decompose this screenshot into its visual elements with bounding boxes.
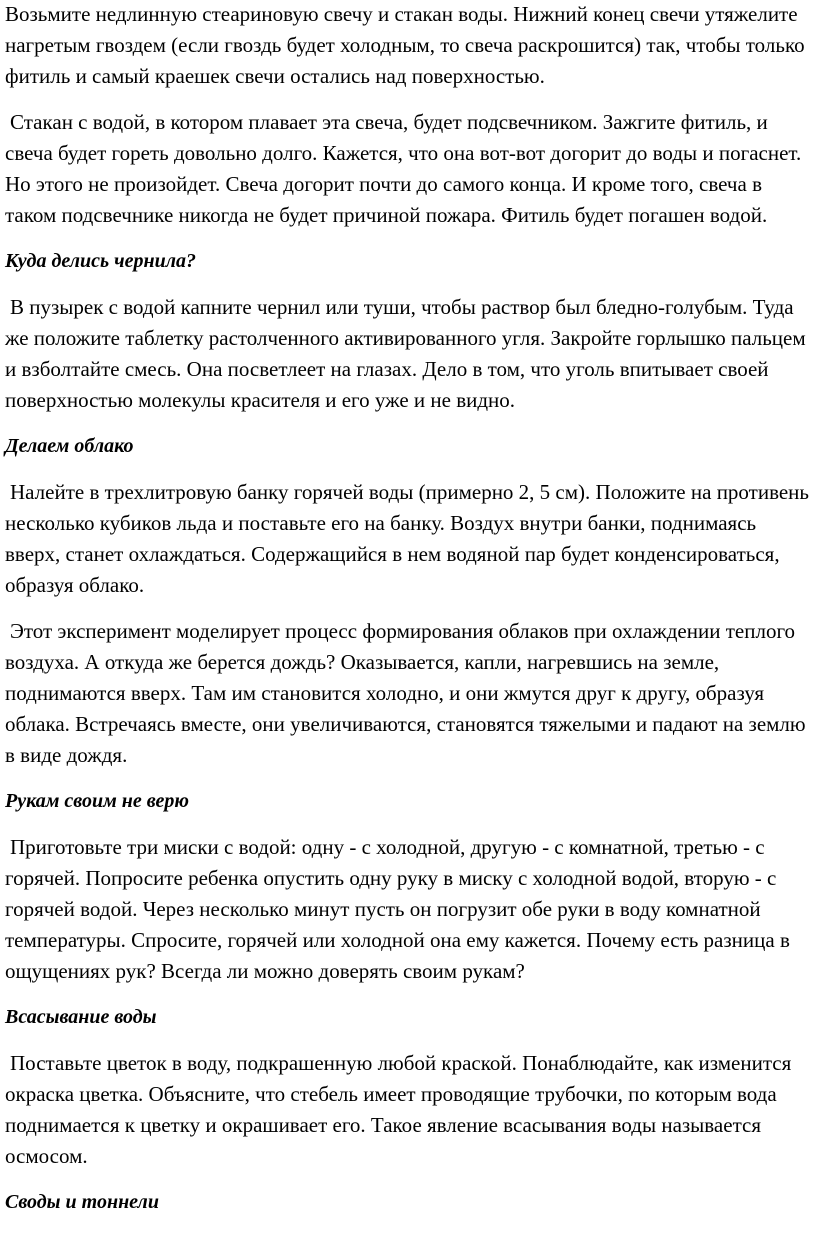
paragraph-text: Этот эксперимент моделирует процесс формирования облаков при охлаждении теплого воздуха. А откуда же берется дождь? Оказывается, капли, нагревшись на земле, поднимаются вверх. Там им становится холодно, и они жмутся друг к другу, образуя облака. Встречаясь вместе, они увеличиваются, становятся тяжелыми и падают на землю в виде дождя. (5, 619, 806, 767)
paragraph-text: Приготовьте три миски с водой: одну - с холодной, другую - с комнатной, третью - с горячей. Попросите ребенка опустить одну руку в миску с холодной водой, вторую - с горячей водой. Через несколько минут пусть он погрузит обе руки в воду комнатной температуры. Спросите, горячей или холодной она ему кажется. Почему есть разница в ощущениях рук? Всегда ли можно доверять своим рукам? (5, 835, 790, 983)
paragraph-text: Стакан с водой, в котором плавает эта свеча, будет подсвечником. Зажгите фитиль, и свеча будет гореть довольно долго. Кажется, что она вот-вот догорит до воды и погаснет. Но этого не произойдет. Свеча догорит почти до самого конца. И кроме того, свеча в таком подсвечнике никогда не будет причиной пожара. Фитиль будет погашен водой. (5, 110, 802, 227)
paragraph-water-absorption (5, 1048, 812, 1172)
paragraph-hands (5, 832, 812, 987)
paragraph-ink (5, 292, 812, 416)
paragraph-cloud-setup (5, 477, 812, 601)
heading-water-absorption: Всасывание воды (5, 1006, 157, 1028)
heading-arches-tunnels: Своды и тоннели (5, 1191, 159, 1213)
paragraph-text: Налейте в трехлитровую банку горячей воды (примерно 2, 5 см). Положите на противень несколько кубиков льда и поставьте его на банку. Воздух внутри банки, поднимаясь вверх, станет охлаждаться. Содержащийся в нем водяной пар будет конденсироваться, образуя облако. (5, 480, 809, 597)
heading-ink: Куда делись чернила? (5, 250, 197, 272)
paragraph-text: Поставьте цветок в воду, подкрашенную любой краской. Понаблюдайте, как изменится окраска цветка. Объясните, что стебель имеет проводящие трубочки, по которым вода поднимается к цветку и окрашивает его. Такое явление всасывания воды называется осмосом. (5, 1051, 792, 1168)
paragraph-candle-intro: Возьмите недлинную стеариновую свечу и стакан воды. Нижний конец свечи утяжелите нагретым гвоздем (если гвоздь будет холодным, то свеча раскрошится) так, чтобы только фитиль и самый краешек свечи остались над поверхностью. (5, 2, 805, 88)
paragraph-candle-holder (5, 107, 812, 231)
paragraph-text: В пузырек с водой капните чернил или туши, чтобы раствор был бледно-голубым. Туда же положите таблетку растолченного активированного угля. Закройте горлышко пальцем и взболтайте смесь. Она посветлеет на глазах. Дело в том, что уголь впитывает своей поверхностью молекулы красителя и его уже и не видно. (5, 295, 806, 412)
heading-hands: Рукам своим не верю (5, 790, 189, 812)
heading-cloud: Делаем облако (5, 435, 134, 457)
paragraph-cloud-explanation (5, 616, 812, 771)
